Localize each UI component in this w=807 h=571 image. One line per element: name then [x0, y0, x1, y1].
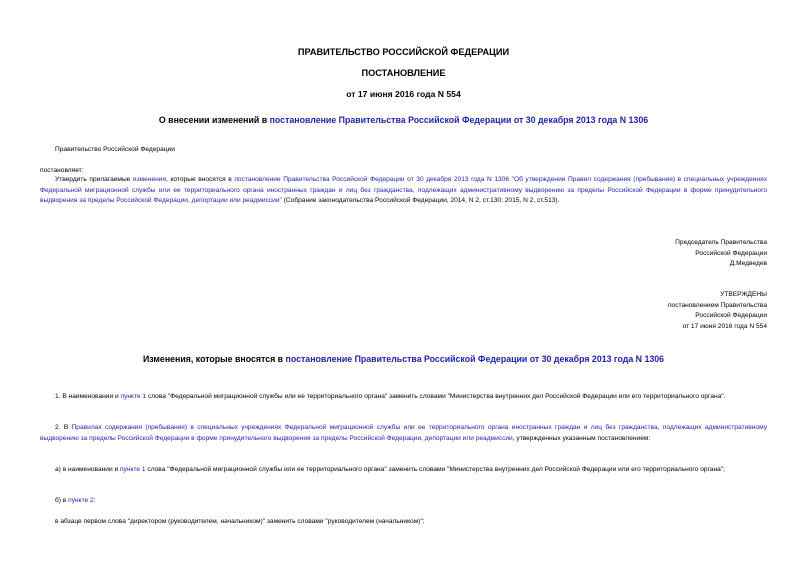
changes-title-decree-link[interactable]: постановление Правительства Российской Федерации от 30 декабря 2013 года N 1306	[285, 354, 665, 364]
document-title-prefix: О внесении изменений в	[158, 115, 270, 125]
item-b-text-a: б) в	[55, 497, 69, 504]
document-date: от 17 июня 2016 года N 554	[346, 89, 461, 99]
item-a-point-link[interactable]: пункте 1	[119, 466, 146, 473]
government-heading: ПРАВИТЕЛЬСТВО РОССИЙСКОЙ ФЕДЕРАЦИИ	[297, 47, 510, 57]
approval-block	[668, 290, 767, 332]
signature-org: Российской Федерации	[695, 249, 767, 257]
document-type-heading: ПОСТАНОВЛЕНИЕ	[361, 68, 446, 78]
preamble-text-c: (Собрание законодательства Российской Федерации, 2014, N 2, ст.130; 2015, N 2, ст.513).	[281, 197, 560, 205]
item-b-text-b: :	[93, 497, 96, 504]
item-a-paragraph	[40, 465, 767, 476]
item-1-point-link[interactable]: пункте 1	[120, 393, 147, 400]
item-a-text-a: а) в наименовании и	[55, 466, 120, 473]
decree-1306-link[interactable]: постановление Правительства Российской Федерации от 30 декабря 2013 года N 1306 "Об утверждении Правил содержания (пребывания) в специальных учреждениях Федеральной миграционной службы или ее территориального органа иностранных граждан и лиц без гражданства, подлежащих административному выдворению за пределы Российской Федерации в форме принудительного выдворения за пределы Российской Федерации, депортации или реадмиссии"	[40, 176, 767, 205]
issuer-text: Правительство Российской Федерации	[55, 146, 175, 153]
preamble-text-a: Утвердить прилагаемые	[55, 176, 133, 183]
approval-title: УТВЕРЖДЕНЫ	[720, 291, 767, 298]
item-b-point-link[interactable]: пункте 2	[68, 497, 94, 504]
item-a-text-b: слова "Федеральной миграционной службы или ее территориального органа" заменить словами "Министерства внутренних дел Российской Федерации или его территориального органа";	[145, 466, 725, 473]
item-1-paragraph	[40, 392, 767, 403]
changes-link[interactable]: изменения	[132, 176, 167, 183]
rules-link[interactable]: Правилах содержания (пребывания) в специальных учреждениях Федеральной миграционной службы или ее территориального органа иностранных граждан и лиц без гражданства, подлежащих административному выдворению за пределы Российской Федерации в форме принудительного выдворения за пределы Российской Федерации, депортации или реадмиссии	[40, 424, 767, 442]
decides-text: постановляет:	[40, 167, 84, 174]
title-decree-link[interactable]: постановление Правительства Российской Федерации от 30 декабря 2013 года N 1306	[269, 115, 649, 125]
item-2-text-b: , утвержденных указанным постановлением:	[512, 434, 651, 442]
approval-by: постановлением Правительства	[667, 301, 767, 309]
signature-name: Д.Медведев	[729, 260, 767, 268]
item-1-text-b: слова "Федеральной миграционной службы или ее территориального органа" заменить словами "Министерства внутренних дел Российской Федерации или его территориального органа".	[146, 393, 726, 400]
changes-title-prefix: Изменения, которые вносятся в	[142, 354, 286, 364]
changes-title	[0, 354, 807, 364]
document-title	[0, 115, 807, 125]
approval-org: Российской Федерации	[695, 312, 767, 320]
item-1-text-a: 1. В наименовании и	[55, 393, 121, 400]
signature-position: Председатель Правительства	[675, 239, 767, 246]
preamble-text-b: , которые вносятся в	[166, 176, 235, 183]
item-2-text-a: 2. В	[55, 424, 72, 431]
item-b-subparagraph: в абзаце первом слова "директором (руководителем, начальником)" заменить словами "руководителем (начальником)";	[55, 518, 425, 525]
approval-date: от 17 июня 2016 года N 554	[682, 322, 767, 330]
item-2-paragraph	[40, 423, 767, 444]
signature-block	[675, 238, 767, 270]
item-b-paragraph	[40, 496, 767, 507]
preamble-paragraph	[40, 175, 767, 207]
